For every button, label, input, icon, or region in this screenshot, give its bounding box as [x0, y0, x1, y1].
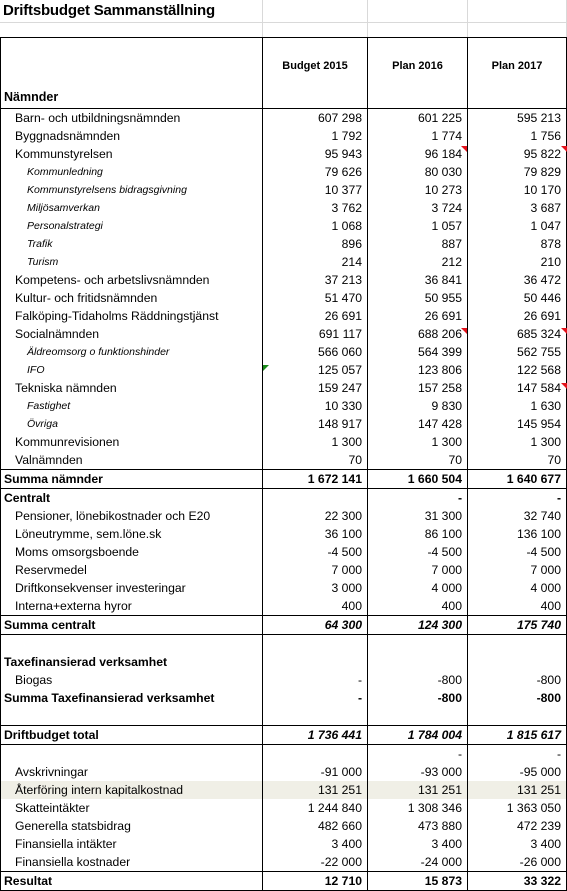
row-label[interactable]: Reservmedel	[1, 561, 263, 579]
blank-row	[1, 707, 567, 726]
value-cell[interactable]: 37 213	[263, 271, 368, 289]
row-label[interactable]: Moms omsorgsboende	[1, 543, 263, 561]
value-cell[interactable]: 601 225	[368, 109, 468, 128]
row-label[interactable]: Tekniska nämnden	[1, 379, 263, 397]
value-cell[interactable]: 3 687	[468, 199, 567, 217]
row-label[interactable]: Övriga	[1, 415, 263, 433]
row-label[interactable]: Generella statsbidrag	[1, 817, 263, 835]
value-cell[interactable]: -91 000	[263, 763, 368, 781]
table-row	[1, 181, 567, 199]
value-cell[interactable]: 685 324	[468, 325, 567, 343]
value-cell[interactable]: 64 300	[263, 616, 368, 635]
row-label[interactable]: Summa nämnder	[1, 470, 263, 489]
value-cell[interactable]: 1 756	[468, 127, 567, 145]
value-cell[interactable]: 210	[468, 253, 567, 271]
value-cell[interactable]: -800	[368, 689, 468, 707]
value-cell[interactable]: 7 000	[368, 561, 468, 579]
value-cell[interactable]: 1 774	[368, 127, 468, 145]
value-cell[interactable]	[263, 707, 368, 726]
row-label[interactable]	[1, 745, 263, 764]
value-cell[interactable]: 70	[368, 451, 468, 470]
value-cell[interactable]: 3 762	[263, 199, 368, 217]
error-indicator[interactable]	[263, 365, 269, 371]
value-cell[interactable]: 95 822	[468, 145, 567, 163]
row-label[interactable]: Kompetens- och arbetslivsnämnden	[1, 271, 263, 289]
value-cell[interactable]	[368, 707, 468, 726]
value-cell[interactable]	[263, 635, 368, 654]
value-cell[interactable]: 896	[263, 235, 368, 253]
value-cell[interactable]: 566 060	[263, 343, 368, 361]
comment-indicator[interactable]	[561, 328, 567, 334]
row-label[interactable]: Valnämnden	[1, 451, 263, 470]
value-cell[interactable]: 3 400	[263, 835, 368, 853]
value-cell[interactable]: 3 724	[368, 199, 468, 217]
row-label[interactable]: Kommunrevisionen	[1, 433, 263, 451]
centralt-row	[1, 489, 567, 508]
table-row	[1, 763, 567, 781]
table-row	[1, 799, 567, 817]
table-row	[1, 671, 567, 689]
value-cell[interactable]: 564 399	[368, 343, 468, 361]
value-cell[interactable]	[263, 653, 368, 671]
table-row	[1, 543, 567, 561]
value-cell[interactable]: 122 568	[468, 361, 567, 379]
gridline	[0, 22, 567, 23]
comment-indicator[interactable]	[561, 383, 567, 389]
value-cell[interactable]: 472 239	[468, 817, 567, 835]
value-cell[interactable]: 688 206	[368, 325, 468, 343]
value-cell[interactable]: 131 251	[263, 781, 368, 799]
value-cell[interactable]: -22 000	[263, 853, 368, 872]
value-cell[interactable]: 12 710	[263, 872, 368, 891]
table-row	[1, 271, 567, 289]
table-row	[1, 507, 567, 525]
row-label[interactable]: Socialnämnden	[1, 325, 263, 343]
row-label[interactable]: Personalstrategi	[1, 217, 263, 235]
value-cell[interactable]: 10 330	[263, 397, 368, 415]
table-row	[1, 853, 567, 872]
value-cell[interactable]: 9 830	[368, 397, 468, 415]
value-cell[interactable]: -800	[468, 671, 567, 689]
value-cell[interactable]: -	[263, 671, 368, 689]
row-label[interactable]: Finansiella kostnader	[1, 853, 263, 872]
value-cell[interactable]: 3 400	[468, 835, 567, 853]
summa-taxe-row	[1, 689, 567, 707]
value-cell[interactable]: 131 251	[368, 781, 468, 799]
value-cell[interactable]: 691 117	[263, 325, 368, 343]
header-plan-2017[interactable]: Plan 2017	[468, 38, 567, 109]
table-row	[1, 361, 567, 379]
table-row	[1, 817, 567, 835]
value-cell[interactable]: 7 000	[263, 561, 368, 579]
table-row	[1, 561, 567, 579]
summa-centralt-row	[1, 616, 567, 635]
value-cell[interactable]: 51 470	[263, 289, 368, 307]
value-cell[interactable]: 1 363 050	[468, 799, 567, 817]
value-cell[interactable]: 96 184	[368, 145, 468, 163]
header-budget-2015[interactable]: Budget 2015	[263, 38, 368, 109]
value-cell[interactable]: 123 806	[368, 361, 468, 379]
table-row	[1, 307, 567, 325]
value-cell[interactable]: 3 400	[368, 835, 468, 853]
comment-indicator[interactable]	[461, 328, 467, 334]
comment-indicator[interactable]	[561, 146, 567, 152]
value-cell[interactable]: 79 829	[468, 163, 567, 181]
row-label[interactable]	[1, 635, 263, 654]
value-cell[interactable]	[468, 707, 567, 726]
value-cell[interactable]: 86 100	[368, 525, 468, 543]
value-cell[interactable]: 50 955	[368, 289, 468, 307]
value-cell[interactable]: -	[368, 489, 468, 508]
header-row	[1, 38, 567, 109]
value-cell[interactable]: -4 500	[368, 543, 468, 561]
value-cell[interactable]: -800	[468, 689, 567, 707]
row-label[interactable]: Driftkonsekvenser investeringar	[1, 579, 263, 597]
value-cell[interactable]: -4 500	[468, 543, 567, 561]
table-row	[1, 781, 567, 799]
table-row	[1, 109, 567, 128]
value-cell[interactable]: 159 247	[263, 379, 368, 397]
value-cell[interactable]: 400	[468, 597, 567, 616]
value-cell[interactable]: 1 300	[263, 433, 368, 451]
blank-row	[1, 635, 567, 654]
row-label[interactable]: Barn- och utbildningsnämnden	[1, 109, 263, 128]
total-row	[1, 726, 567, 745]
table-row	[1, 397, 567, 415]
table-row	[1, 163, 567, 181]
value-cell[interactable]: 887	[368, 235, 468, 253]
table-row	[1, 597, 567, 616]
row-label[interactable]: IFO	[1, 361, 263, 379]
value-cell[interactable]: 95 943	[263, 145, 368, 163]
value-cell[interactable]: 4 000	[368, 579, 468, 597]
value-cell[interactable]: 136 100	[468, 525, 567, 543]
comment-indicator[interactable]	[461, 146, 467, 152]
value-cell[interactable]: 1 815 617	[468, 726, 567, 745]
value-cell[interactable]: 1 640 677	[468, 470, 567, 489]
row-label[interactable]: Pensioner, lönebikostnader och E20	[1, 507, 263, 525]
value-cell[interactable]: 1 244 840	[263, 799, 368, 817]
row-label[interactable]: Finansiella intäkter	[1, 835, 263, 853]
value-cell[interactable]: 124 300	[368, 616, 468, 635]
value-cell[interactable]: 31 300	[368, 507, 468, 525]
summa-namnder-row	[1, 470, 567, 489]
value-cell[interactable]: 32 740	[468, 507, 567, 525]
row-label[interactable]: Biogas	[1, 671, 263, 689]
value-cell[interactable]	[263, 489, 368, 508]
sheet-title: Driftsbudget Sammanställning	[3, 2, 215, 19]
dash-row	[1, 745, 567, 764]
table-row	[1, 379, 567, 397]
table-row	[1, 343, 567, 361]
value-cell[interactable]: -	[468, 745, 567, 764]
value-cell[interactable]: 36 841	[368, 271, 468, 289]
value-cell[interactable]: 1 672 141	[263, 470, 368, 489]
row-label[interactable]: Äldreomsorg o funktionshinder	[1, 343, 263, 361]
header-plan-2016[interactable]: Plan 2016	[368, 38, 468, 109]
value-cell[interactable]: 26 691	[468, 307, 567, 325]
value-cell[interactable]: 10 273	[368, 181, 468, 199]
value-cell[interactable]: 214	[263, 253, 368, 271]
value-cell[interactable]: -95 000	[468, 763, 567, 781]
row-label[interactable]: Kommunstyrelsen	[1, 145, 263, 163]
value-cell[interactable]: -4 500	[263, 543, 368, 561]
value-cell[interactable]: 1 308 346	[368, 799, 468, 817]
value-cell[interactable]: 607 298	[263, 109, 368, 128]
value-cell[interactable]: -800	[368, 671, 468, 689]
row-label[interactable]: Trafik	[1, 235, 263, 253]
value-cell[interactable]: -	[368, 745, 468, 764]
row-label[interactable]: Kultur- och fritidsnämnden	[1, 289, 263, 307]
value-cell[interactable]: 50 446	[468, 289, 567, 307]
value-cell[interactable]: 125 057	[263, 361, 368, 379]
table-row	[1, 835, 567, 853]
value-cell[interactable]: 36 100	[263, 525, 368, 543]
row-label[interactable]: Interna+externa hyror	[1, 597, 263, 616]
value-cell[interactable]: -93 000	[368, 763, 468, 781]
value-cell[interactable]: 26 691	[263, 307, 368, 325]
table-row	[1, 217, 567, 235]
value-cell[interactable]: 1 736 441	[263, 726, 368, 745]
value-cell[interactable]: 400	[263, 597, 368, 616]
value-cell[interactable]: -24 000	[368, 853, 468, 872]
value-cell[interactable]: 36 472	[468, 271, 567, 289]
value-cell[interactable]: 212	[368, 253, 468, 271]
row-label[interactable]: Avskrivningar	[1, 763, 263, 781]
table-row	[1, 127, 567, 145]
table-row	[1, 451, 567, 470]
table-row	[1, 325, 567, 343]
taxe-row	[1, 653, 567, 671]
value-cell[interactable]: 70	[263, 451, 368, 470]
value-cell[interactable]: 3 000	[263, 579, 368, 597]
value-cell[interactable]: -26 000	[468, 853, 567, 872]
value-cell[interactable]: 70	[468, 451, 567, 470]
value-cell[interactable]: 148 917	[263, 415, 368, 433]
value-cell[interactable]: 145 954	[468, 415, 567, 433]
value-cell[interactable]	[468, 653, 567, 671]
row-label[interactable]: Resultat	[1, 872, 263, 891]
value-cell[interactable]: 10 170	[468, 181, 567, 199]
value-cell[interactable]: 80 030	[368, 163, 468, 181]
value-cell[interactable]: 1 784 004	[368, 726, 468, 745]
table-row	[1, 289, 567, 307]
row-label[interactable]: Taxefinansierad verksamhet	[1, 653, 263, 671]
table-row	[1, 235, 567, 253]
row-label[interactable]: Falköping-Tidaholms Räddningstjänst	[1, 307, 263, 325]
table-row	[1, 199, 567, 217]
value-cell[interactable]: 26 691	[368, 307, 468, 325]
value-cell[interactable]: 147 584	[468, 379, 567, 397]
value-cell[interactable]: 1 792	[263, 127, 368, 145]
row-label[interactable]: Kommunledning	[1, 163, 263, 181]
value-cell[interactable]: -	[263, 689, 368, 707]
row-label[interactable]: Löneutrymme, sem.löne.sk	[1, 525, 263, 543]
row-label[interactable]: Turism	[1, 253, 263, 271]
value-cell[interactable]: 400	[368, 597, 468, 616]
value-cell[interactable]: 1 047	[468, 217, 567, 235]
value-cell[interactable]: 1 057	[368, 217, 468, 235]
row-label[interactable]: Återföring intern kapitalkostnad	[1, 781, 263, 799]
table-row	[1, 253, 567, 271]
value-cell[interactable]: 7 000	[468, 561, 567, 579]
gridline	[262, 0, 263, 37]
value-cell[interactable]: -	[468, 489, 567, 508]
row-label[interactable]: Byggnadsnämnden	[1, 127, 263, 145]
table-row	[1, 579, 567, 597]
row-label[interactable]: Miljösamverkan	[1, 199, 263, 217]
table-row	[1, 433, 567, 451]
value-cell[interactable]: 1 300	[468, 433, 567, 451]
row-label[interactable]: Kommunstyrelsens bidragsgivning	[1, 181, 263, 199]
header-namnder[interactable]: Nämnder	[1, 38, 263, 109]
budget-table	[0, 37, 567, 891]
value-cell[interactable]: 878	[468, 235, 567, 253]
value-cell[interactable]: 22 300	[263, 507, 368, 525]
value-cell[interactable]: 157 258	[368, 379, 468, 397]
row-label[interactable]: Fastighet	[1, 397, 263, 415]
table-row	[1, 415, 567, 433]
row-label[interactable]: Summa Taxefinansierad verksamhet	[1, 689, 263, 707]
row-label[interactable]	[1, 707, 263, 726]
value-cell[interactable]: 473 880	[368, 817, 468, 835]
value-cell[interactable]: 147 428	[368, 415, 468, 433]
gridline	[467, 0, 468, 37]
table-row	[1, 525, 567, 543]
table-row	[1, 145, 567, 163]
value-cell[interactable]	[468, 635, 567, 654]
row-label[interactable]: Summa centralt	[1, 616, 263, 635]
value-cell[interactable]: 33 322	[468, 872, 567, 891]
resultat-row	[1, 872, 567, 891]
value-cell[interactable]: 1 630	[468, 397, 567, 415]
value-cell[interactable]: 15 873	[368, 872, 468, 891]
row-label[interactable]: Driftbudget total	[1, 726, 263, 745]
value-cell[interactable]	[368, 653, 468, 671]
value-cell[interactable]: 1 068	[263, 217, 368, 235]
value-cell[interactable]: 1 300	[368, 433, 468, 451]
value-cell[interactable]: 482 660	[263, 817, 368, 835]
row-label[interactable]: Centralt	[1, 489, 263, 508]
value-cell[interactable]: 4 000	[468, 579, 567, 597]
value-cell[interactable]	[368, 635, 468, 654]
value-cell[interactable]: 175 740	[468, 616, 567, 635]
value-cell[interactable]: 562 755	[468, 343, 567, 361]
value-cell[interactable]: 131 251	[468, 781, 567, 799]
value-cell[interactable]	[263, 745, 368, 764]
value-cell[interactable]: 10 377	[263, 181, 368, 199]
value-cell[interactable]: 595 213	[468, 109, 567, 128]
value-cell[interactable]: 79 626	[263, 163, 368, 181]
value-cell[interactable]: 1 660 504	[368, 470, 468, 489]
row-label[interactable]: Skatteintäkter	[1, 799, 263, 817]
gridline	[367, 0, 368, 37]
